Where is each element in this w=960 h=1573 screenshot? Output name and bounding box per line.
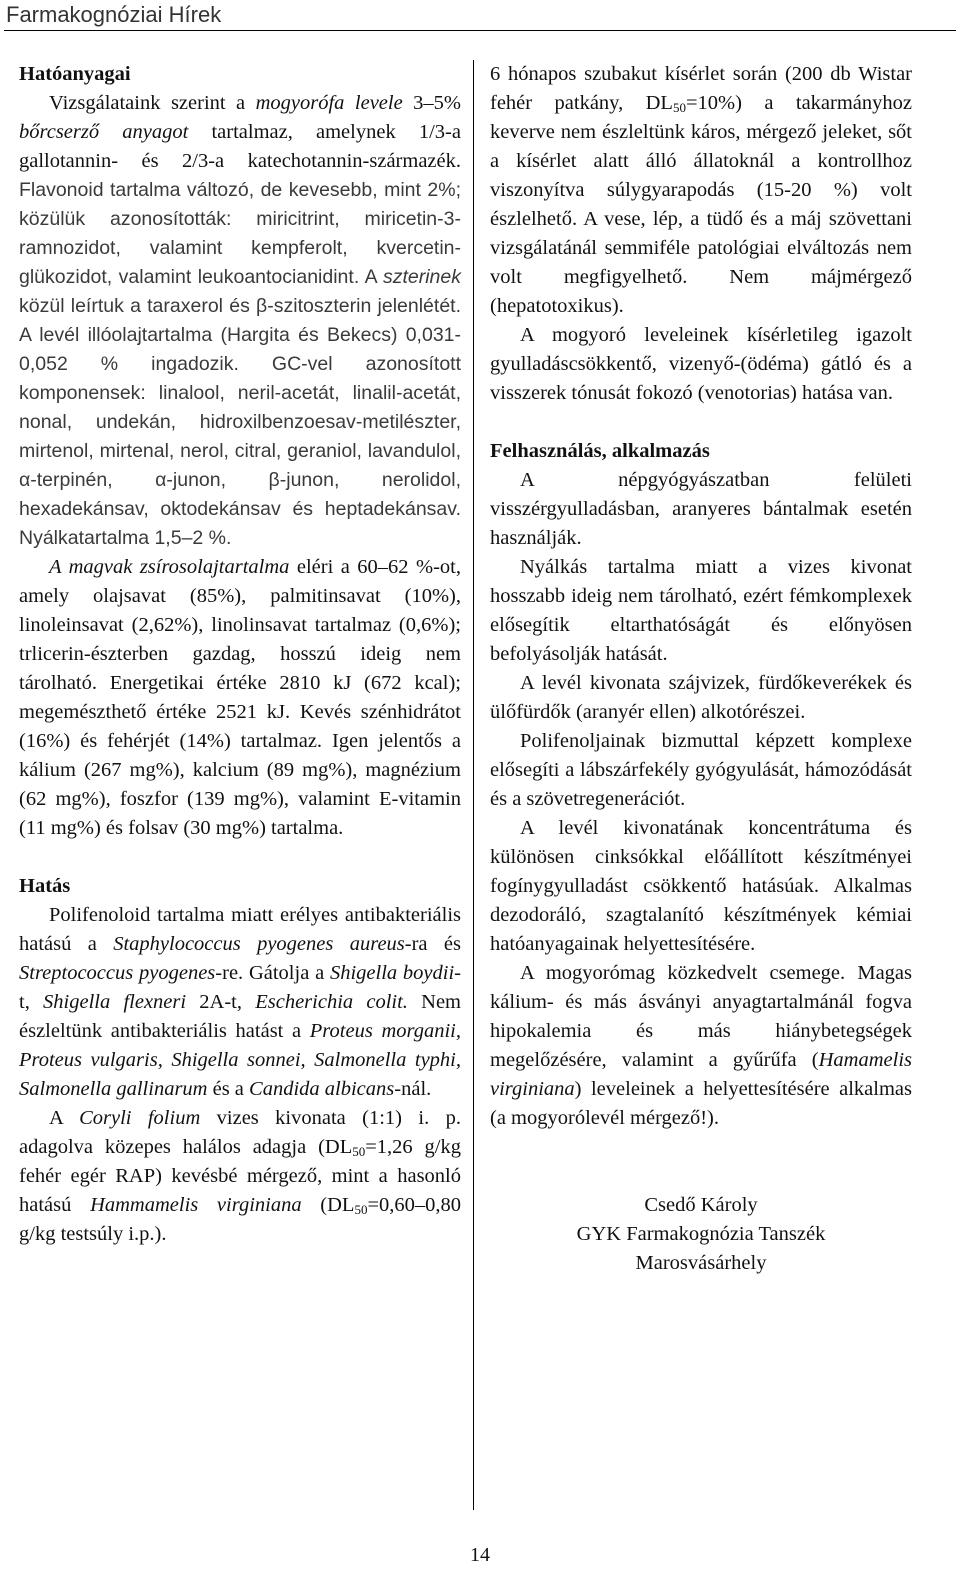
- paragraph-nepgyogyaszat: A népgyógyászatban felületi visszérgyulladásban, aranyeres bántalmak esetén használják.: [490, 469, 912, 549]
- text-run: (DL: [301, 1194, 355, 1216]
- paragraph-magvak: [19, 553, 461, 843]
- author-department: GYK Farmakognózia Tanszék: [576, 1223, 826, 1245]
- section-heading-felhasznalas: Felhasználás, alkalmazás: [490, 440, 710, 462]
- left-column: [19, 60, 461, 1249]
- text-run: 6 hónapos szubakut kísérlet során (200 db Wistar fehér patkány, DL: [490, 63, 912, 114]
- text-run-italic: A magvak zsírosolajtartalma: [49, 556, 290, 578]
- subscript: 50: [354, 1202, 368, 1217]
- paragraph-kivonat: A levél kivonata szájvizek, fürdőkeverékek és ülőfürdők (aranyér ellen) alkotórészei.: [490, 672, 912, 723]
- text-run-italic: mogyorófa levele: [255, 92, 403, 114]
- text-run-italic: Escherichia colit.: [255, 991, 408, 1013]
- text-run-italic: Candida albicans: [249, 1078, 395, 1100]
- text-run: -t,: [19, 962, 461, 1013]
- text-run-sans: A levél illóolajtartalma (Hargita és Bekecs) 0,031-0,052 % ingadozik. GC-vel azonosított komponensek: linalool, neril-acetát, linalil-acetát, nonal, undekán, hidroxilbenzoesav-metilészter, mirtenol, mirtenal, nerol, citral, geraniol, lavandulol, α-terpinén, α-junon, β-junon, nerolidol, hexadekánsav, oktodekánsav és heptadekánsav. Nyálkatartalma 1,5–2 %.: [19, 324, 461, 549]
- text-run: A mogyorómag közkedvelt csemege. Magas kálium- és más ásványi anyagtartalmánál fogva hipokalemia és más hiánybetegségek megelőzésére, valamint a gyűrűfa (: [490, 962, 912, 1071]
- text-run: vizes kivonata (1:1) i. p. adagolva közepes halálos adagja (DL: [19, 1107, 461, 1158]
- text-run: -nál.: [394, 1078, 432, 1100]
- subscript: 50: [672, 100, 686, 115]
- text-run-italic: bőrcserző anyagot: [19, 121, 189, 143]
- text-run-sans: közül leírtuk a taraxerol és β-szitoszterin jelenlétét.: [19, 295, 461, 317]
- text-run: eléri a 60–62 %-ot, amely olajsavat (85%), palmitinsavat (10%), linoleinsavat (2,62%), linolinsavat tartalmaz (0,6%); trlicerin-észterben gazdag, hosszú ideig nem tárolható. Energetikai értéke 2810 kJ (672 kcal); megemészthető értéke 2521 kJ. Kevés szénhidrátot (16%) és fehérjét (14%) tartalmaz. Igen jelentős a kálium (267 mg%), kalcium (89 mg%), magnézium (62 mg%), foszfor (139 mg%), valamint E-vitamin (11 mg%) és folsav (30 mg%) tartalma.: [19, 556, 461, 839]
- paragraph-kiserlet: [490, 60, 912, 321]
- text-run: =0,60–0,80 g/kg testsúly i.p.).: [19, 1194, 461, 1245]
- page-number: 14: [470, 1544, 490, 1566]
- text-run: ) leveleinek a helyettesítésére alkalmas (a mogyorólevél mérgező!).: [490, 1078, 912, 1129]
- text-run: és a: [207, 1078, 250, 1100]
- text-run: =1,26 g/kg fehér egér RAP) kevésbé mérgező, mint a hasonló hatású: [19, 1136, 461, 1216]
- column-divider: [473, 60, 474, 1510]
- text-run: tartalmaz, amelynek 1/3-a gallotannin- és 2/3-a katechotannin-származék.: [19, 121, 461, 172]
- text-run: Vizsgálataink szerint a: [49, 92, 256, 114]
- paragraph-polifenol: Polifenoljainak bizmuttal képzett komplexe elősegíti a lábszárfekély gyógyulását, hámozódását és a szövetregenerációt.: [490, 730, 912, 810]
- text-run: 2A-t,: [186, 991, 256, 1013]
- section-heading-hatoanyagai: Hatóanyagai: [19, 63, 131, 85]
- paragraph-koncentratum: A levél kivonatának koncentrátuma és különösen cinksókkal előállított készítményei fogínygyulladást csökkentő hatásúak. Alkalmas dezodoráló, szagtalanító készítmények kémiai hatóanyagainak helyettesítésére.: [490, 817, 912, 955]
- text-run-italic: Proteus morganii, Proteus vulgaris, Shigella sonnei, Salmonella typhi, Salmonella gallinarum: [19, 1020, 461, 1100]
- right-column: [490, 60, 912, 1278]
- text-run: Nem észleltünk antibakteriális hatást a: [19, 991, 462, 1042]
- text-run: -re. Gátolja a: [215, 962, 330, 984]
- text-run-italic: Streptococcus pyogenes: [19, 962, 216, 984]
- section-heading-hatas: Hatás: [19, 875, 71, 897]
- journal-title: Farmakognóziai Hírek: [6, 2, 222, 27]
- paragraph-hatas: [19, 901, 461, 1104]
- text-run-italic: Coryli folium: [79, 1107, 201, 1129]
- text-run-italic: szterinek: [382, 266, 461, 288]
- paragraph-hatoanyagai: [19, 89, 461, 553]
- author-name: Csedő Károly: [644, 1194, 758, 1216]
- text-run: -ra és: [404, 933, 461, 955]
- paragraph-gyulladas: A mogyoró leveleinek kísérletileg igazolt gyulladáscsökkentő, vizenyő-(ödéma) gátló és a visszerek tónusát fokozó (venotorias) hatása van.: [490, 324, 912, 404]
- text-run-italic: Shigella boydii: [329, 962, 455, 984]
- author-city: Marosvásárhely: [635, 1252, 767, 1274]
- text-run-sans: Flavonoid tartalma változó, de kevesebb, mint 2%; közülük azonosították: miricitrint, miricetin-3-ramnozidot, valamint kempferolt, kvercetin-glükozidot, valamint leukoantocianidint. A: [19, 179, 461, 288]
- text-run-italic: Hamamelis virginiana: [490, 1049, 912, 1100]
- paragraph-nyalkas: Nyálkás tartalma miatt a vizes kivonat hosszabb ideig nem tárolható, ezért fémkomplexek elősegítik eltarthatóságát és előnyösen befolyásolják hatását.: [490, 556, 912, 665]
- text-run: 3–5%: [402, 92, 461, 114]
- text-run: A vese, lép, a tüdő és a máj szövettani vizsgálatánál semmiféle patológiai elváltozás nem volt megfigyelhető. Nem májmérgező (hepatotoxikus).: [490, 208, 912, 317]
- subscript: 50: [352, 1144, 366, 1159]
- text-run: A: [49, 1107, 80, 1129]
- page-header: [4, 0, 956, 31]
- paragraph-coryli: [19, 1104, 461, 1249]
- text-run: =10%) a takarmányhoz keverve nem észleltünk káros, mérgező jeleket, sőt a kísérlet alatt álló állatoknál a kontrollhoz viszonyítva súlygyarapodás (15-20 %) volt észlelhető.: [490, 92, 912, 230]
- text-run-italic: Shigella flexneri: [43, 991, 187, 1013]
- text-run-italic: Hammamelis virginiana: [90, 1194, 302, 1216]
- text-run: Polifenoloid tartalma miatt erélyes antibakteriális hatású a: [19, 904, 461, 955]
- paragraph-mogyoromag: [490, 959, 912, 1133]
- text-run-italic: Staphylococcus pyogenes aureus: [113, 933, 405, 955]
